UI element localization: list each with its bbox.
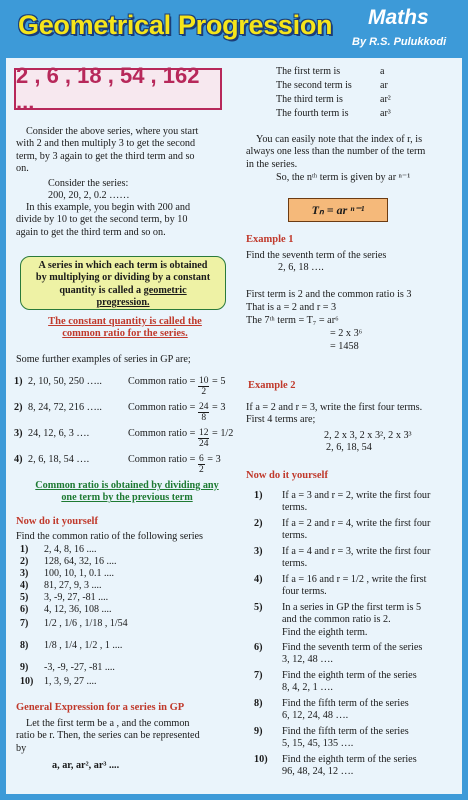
list-item: 2) 8, 24, 72, 216 ….. Common ratio = $\frac{24}{8}$ = 3 bbox=[14, 402, 226, 423]
now-do-heading-left: Now do it yourself bbox=[16, 516, 98, 527]
ratio-note: Common ratio is obtained by dividing any one term by the previous term bbox=[35, 480, 219, 504]
list-item: 4) 2, 6, 18, 54 …. Common ratio = $\frac{6}{2}$ = 3 bbox=[14, 454, 221, 475]
list-item: 6) 4, 12, 36, 108 .... bbox=[20, 604, 112, 615]
further-examples-label: Some further examples of series in GP are; bbox=[16, 354, 191, 365]
constant-ratio-note: The constant quantity is called the common ratio for the series. bbox=[48, 316, 202, 340]
author-label: By R.S. Pulukkodi bbox=[352, 36, 447, 48]
example1-solution: First term is 2 and the common ratio is 3 That is a = 2 and r = 3 The 7ᵗʰ term = T₇ = ar⁶ = 2 x 3⁶ = 1458 bbox=[246, 289, 412, 352]
example1-heading: Example 1 bbox=[246, 234, 294, 245]
list-item: 9) Find the fifth term of the series 5, 15, 45, 135 …. bbox=[254, 726, 409, 750]
list-item: 7) 1/2 , 1/6 , 1/18 , 1/54 bbox=[20, 618, 128, 629]
list-item: 3) If a = 4 and r = 3, write the first four terms. bbox=[254, 546, 431, 570]
list-item: 1) 2, 4, 8, 16 .... bbox=[20, 544, 97, 555]
header-bar bbox=[0, 0, 468, 58]
sequence-box: 2 , 6 , 18 , 54 , 162 ... bbox=[14, 68, 222, 110]
example2-question: If a = 2 and r = 3, write the first four terms. First 4 terms are; bbox=[246, 402, 423, 426]
term-row: The second term is ar bbox=[276, 80, 388, 91]
example-paragraph: In this example, you begin with 200 and divide by 10 to get the second term, by 10 again to get the third term and so on. bbox=[16, 202, 191, 238]
example1-question: Find the seventh term of the series 2, 6, 18 …. bbox=[246, 250, 387, 274]
list-item: 6) Find the seventh term of the series 3, 12, 48 …. bbox=[254, 642, 423, 666]
index-paragraph: You can easily note that the index of r, is always one less than the number of the term in the series. bbox=[246, 134, 426, 170]
list-item: 1) If a = 3 and r = 2, write the first four terms. bbox=[254, 490, 431, 514]
list-item: 8) Find the fifth term of the series 6, 12, 24, 48 …. bbox=[254, 698, 409, 722]
nth-term-line: So, the nᵗʰ term is given by ar ⁿ⁻¹ bbox=[276, 172, 411, 183]
series-example: 200, 20, 2, 0.2 …… bbox=[48, 190, 130, 201]
list-item: 10) 1, 3, 9, 27 .... bbox=[20, 676, 97, 687]
list-item: 5) 3, -9, 27, -81 .... bbox=[20, 592, 109, 603]
list-item: 5) In a series in GP the first term is 5 and the common ratio is 2. Find the eighth term. bbox=[254, 602, 422, 638]
content-area bbox=[6, 58, 462, 794]
term-row: The third term is ar² bbox=[276, 94, 391, 105]
list-item: 2) If a = 2 and r = 4, write the first four terms. bbox=[254, 518, 431, 542]
general-expression-heading: General Expression for a series in GP bbox=[16, 702, 185, 713]
definition-box: A series in which each term is obtained by multiplying or dividing by a constant quantity is called a geometric progression. bbox=[20, 256, 226, 310]
example2-heading: Example 2 bbox=[248, 380, 296, 391]
term-row: The fourth term is ar³ bbox=[276, 108, 391, 119]
list-item: 2) 128, 64, 32, 16 .... bbox=[20, 556, 117, 567]
consider-label: Consider the series: bbox=[48, 178, 129, 189]
list-item: 1) 2, 10, 50, 250 ….. Common ratio = $\frac{10}{2}$ = 5 bbox=[14, 376, 226, 397]
list-item: 4) If a = 16 and r = 1/2 , write the first four terms. bbox=[254, 574, 427, 598]
general-paragraph: Let the first term be a , and the common ratio be r. Then, the series can be represented by bbox=[16, 718, 200, 754]
page-title: Geometrical Progression bbox=[18, 10, 333, 40]
list-item: 9) -3, -9, -27, -81 .... bbox=[20, 662, 115, 673]
nth-term-formula: Tₙ = ar ⁿ⁻¹ bbox=[288, 198, 388, 222]
list-item: 10) Find the eighth term of the series 96, 48, 24, 12 …. bbox=[254, 754, 417, 778]
list-item: 4) 81, 27, 9, 3 .... bbox=[20, 580, 102, 591]
subject-label: Maths bbox=[368, 6, 429, 29]
term-row: The first term is a bbox=[276, 66, 385, 77]
list-item: 8) 1/8 , 1/4 , 1/2 , 1 .... bbox=[20, 640, 123, 651]
find-ratio-label: Find the common ratio of the following series bbox=[16, 531, 204, 542]
list-item: 7) Find the eighth term of the series 8, 4, 2, 1 …. bbox=[254, 670, 417, 694]
list-item: 3) 24, 12, 6, 3 …. Common ratio = $\frac{12}{24}$ = 1/2 bbox=[14, 428, 234, 449]
intro-paragraph: Consider the above series, where you start with 2 and then multiply 3 to get the second term, by 3 again to get the third term and so on. bbox=[16, 126, 199, 175]
now-do-heading-right: Now do it yourself bbox=[246, 470, 328, 481]
list-item: 3) 100, 10, 1, 0.1 .... bbox=[20, 568, 114, 579]
example2-solution: 2, 2 x 3, 2 x 3², 2 x 3³ 2, 6, 18, 54 bbox=[324, 430, 412, 454]
general-series: a, ar, ar², ar³ .... bbox=[52, 760, 120, 771]
